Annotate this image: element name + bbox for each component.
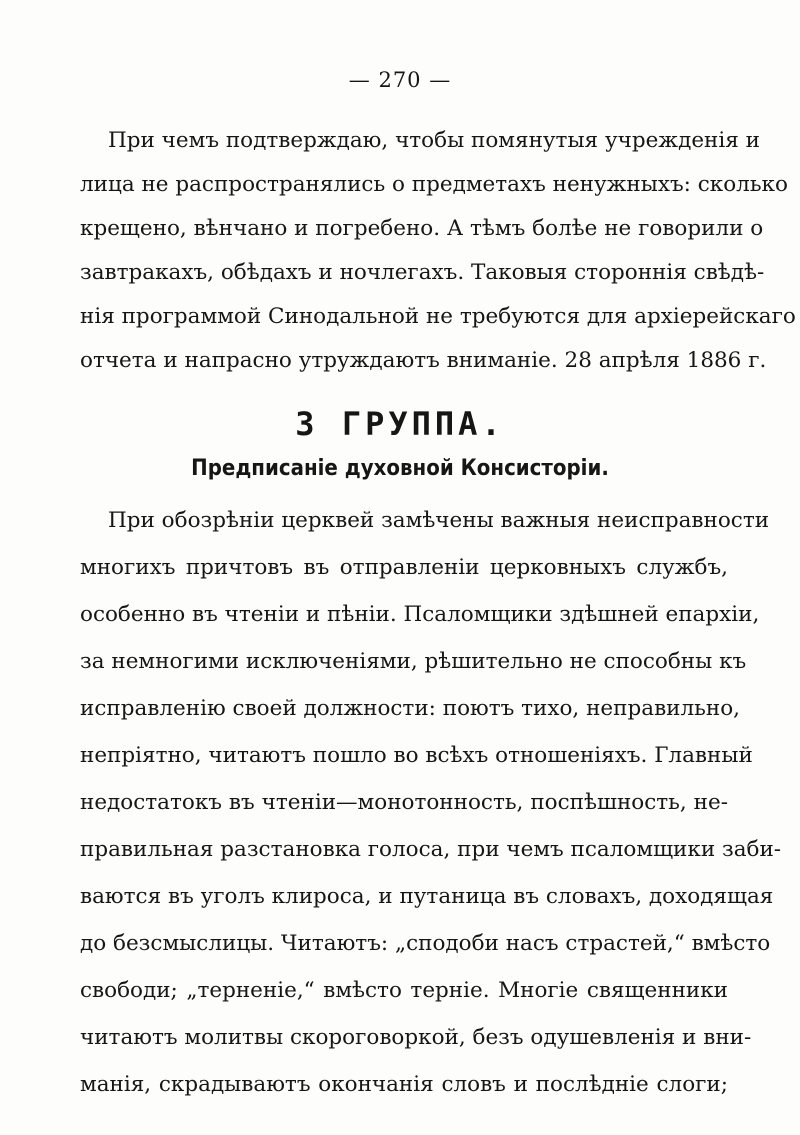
text-line: непріятно, читаютъ пошло во всѣхъ отношеніяхъ. Главный [80,743,753,768]
section-subheading: Предписаніе духовной Консисторіи. [191,456,609,481]
group-heading: 3 ГРУППА. [295,405,505,443]
text-line: свободи; „терненіе,“ вмѣсто терніе. Многіе священники [80,978,728,1003]
text-line: манія, скрадываютъ окончанія словъ и послѣдніе слоги; [80,1072,728,1097]
text-line: правильная разстановка голоса, при чемъ псаломщики заби- [80,837,782,862]
text-line: за немногими исключеніями, рѣшительно не способны къ [80,649,747,674]
text-line: При обозрѣніи церквей замѣчены важныя неисправности [108,508,770,533]
text-line: отчета и напрасно утруждаютъ вниманіе. 28 апрѣля 1886 г. [80,348,767,373]
page-number: — 270 — [348,68,452,92]
text-line: ваются въ уголъ клироса, и путаница въ словахъ, доходящая [80,884,774,909]
text-line: многихъ причтовъ въ отправленіи церковныхъ службъ, [80,555,728,580]
text-line: При чемъ подтверждаю, чтобы помянутыя учрежденія и [108,128,760,153]
text-line: до безсмыслицы. Читаютъ: „сподоби насъ страстей,“ вмѣсто [80,931,771,956]
text-line: недостатокъ въ чтеніи—монотонность, поспѣшность, не- [80,790,728,815]
text-line: лица не распространялись о предметахъ ненужныхъ: сколько [80,172,788,197]
text-line: исправленію своей должности: поютъ тихо, неправильно, [80,696,740,721]
text-line: завтракахъ, обѣдахъ и ночлегахъ. Таковыя стороннія свѣдѣ- [80,260,765,285]
text-line: особенно въ чтеніи и пѣніи. Псаломщики здѣшней епархіи, [80,602,760,627]
text-line: нія программой Синодальной не требуются для архіерейскаго [80,304,796,329]
text-line: читаютъ молитвы скороговоркой, безъ одушевленія и вни- [80,1025,752,1050]
text-line: крещено, вѣнчано и погребено. А тѣмъ болѣе не говорили о [80,216,764,241]
